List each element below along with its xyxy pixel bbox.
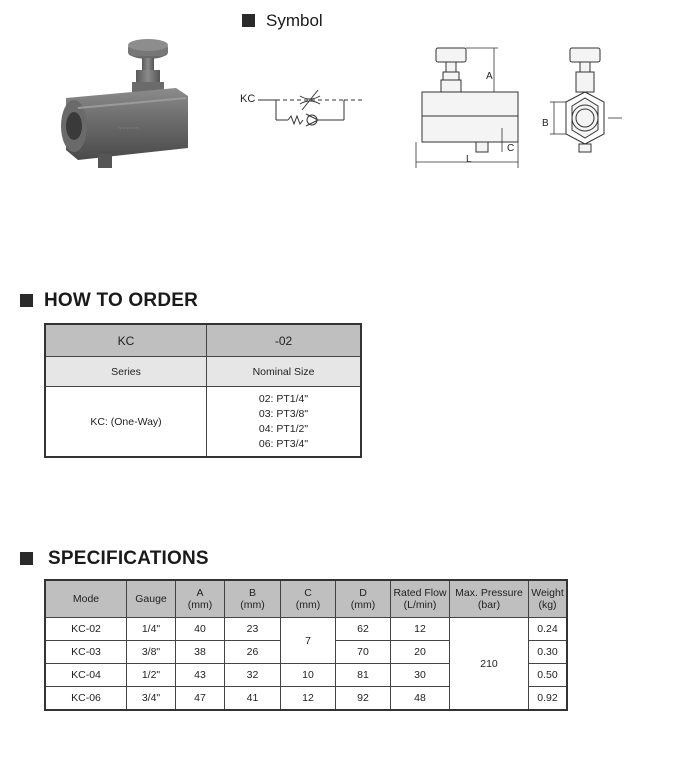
spec-mode: KC-04 — [45, 664, 127, 687]
spec-flow: 48 — [391, 687, 450, 711]
table-row — [45, 618, 567, 641]
spec-d: 62 — [336, 618, 391, 641]
order-col-series: Series — [45, 357, 207, 387]
symbol-label: KC — [240, 93, 256, 105]
spec-b: 26 — [225, 641, 281, 664]
spec-flow: 12 — [391, 618, 450, 641]
order-code-series: KC — [45, 324, 207, 357]
spec-gauge: 1/2" — [127, 664, 176, 687]
spec-d: 81 — [336, 664, 391, 687]
spec-d: 92 — [336, 687, 391, 711]
spec-c: 12 — [281, 687, 336, 711]
spec-a: 47 — [176, 687, 225, 711]
spec-weight: 0.24 — [529, 618, 568, 641]
spec-col-gauge: Gauge — [127, 580, 176, 618]
spec-col-pressure: Max. Pressure (bar) — [450, 580, 529, 618]
spec-c: 10 — [281, 664, 336, 687]
spec-col-mode: Mode — [45, 580, 127, 618]
spec-weight: 0.30 — [529, 641, 568, 664]
spec-col-b: B (mm) — [225, 580, 281, 618]
specifications-title: SPECIFICATIONS — [48, 548, 209, 569]
spec-weight: 0.50 — [529, 664, 568, 687]
spec-mode: KC-03 — [45, 641, 127, 664]
symbol-title: Symbol — [266, 11, 323, 30]
specifications-table — [44, 579, 568, 711]
spec-a: 43 — [176, 664, 225, 687]
spec-col-flow: Rated Flow (L/min) — [391, 580, 450, 618]
spec-mode: KC-06 — [45, 687, 127, 711]
spec-header-row — [45, 580, 567, 618]
dim-b-label: B — [542, 118, 549, 129]
spec-gauge: 3/8" — [127, 641, 176, 664]
spec-flow: 30 — [391, 664, 450, 687]
dim-c-label: C — [507, 143, 515, 154]
spec-b: 41 — [225, 687, 281, 711]
order-series-value: KC: (One-Way) — [45, 387, 207, 458]
spec-flow: 20 — [391, 641, 450, 664]
order-size-item: 03: PT3/8" — [258, 407, 309, 420]
spec-b: 32 — [225, 664, 281, 687]
order-size-item: 02: PT1/4" — [258, 392, 309, 405]
section-square-icon — [20, 552, 33, 565]
spec-d: 70 — [336, 641, 391, 664]
order-size-item: 06: PT3/4" — [258, 437, 309, 450]
order-size-item: 04: PT1/2" — [258, 422, 309, 435]
spec-pressure-merged: 210 — [450, 618, 529, 711]
how-to-order-table — [44, 323, 362, 458]
spec-col-a: A (mm) — [176, 580, 225, 618]
spec-col-weight: Weight (kg) — [529, 580, 568, 618]
section-square-icon — [242, 14, 255, 27]
spec-mode: KC-02 — [45, 618, 127, 641]
order-code-size: -02 — [207, 324, 362, 357]
order-sizes-cell — [207, 387, 362, 458]
spec-a: 40 — [176, 618, 225, 641]
spec-b: 23 — [225, 618, 281, 641]
spec-a: 38 — [176, 641, 225, 664]
dim-l-label: L — [466, 154, 472, 165]
spec-c-merged: 7 — [281, 618, 336, 664]
svg-text:~~~~~~: ~~~~~~ — [118, 126, 140, 132]
hydraulic-symbol — [258, 86, 362, 130]
dim-a-label: A — [486, 71, 493, 82]
how-to-order-title: HOW TO ORDER — [44, 290, 199, 311]
spec-col-c: C (mm) — [281, 580, 336, 618]
spec-gauge: 3/4" — [127, 687, 176, 711]
valve-product-photo — [48, 38, 208, 178]
spec-col-d: D (mm) — [336, 580, 391, 618]
dimension-drawing-end — [548, 44, 628, 154]
order-col-size: Nominal Size — [207, 357, 362, 387]
spec-gauge: 1/4" — [127, 618, 176, 641]
spec-weight: 0.92 — [529, 687, 568, 711]
section-square-icon — [20, 294, 33, 307]
